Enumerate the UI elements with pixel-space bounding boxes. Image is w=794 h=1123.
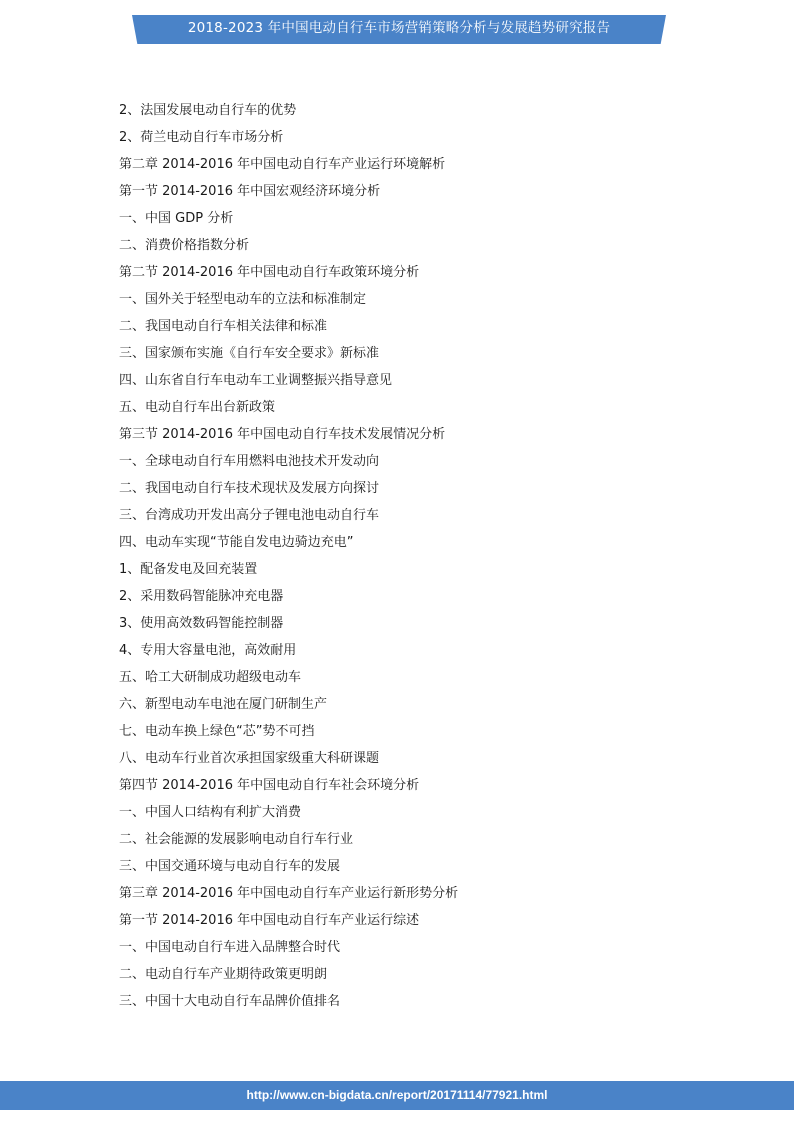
toc-section: 第一节 2014-2016 年中国电动自行车产业运行综述: [119, 913, 420, 928]
toc-item: 一、中国人口结构有利扩大消费: [119, 805, 302, 820]
toc-item: 四、电动车实现“节能自发电边骑边充电”: [119, 535, 354, 550]
toc-item: 二、我国电动自行车技术现状及发展方向探讨: [119, 481, 380, 496]
toc-item: 五、哈工大研制成功超级电动车: [119, 670, 302, 685]
toc-item: 一、中国 GDP 分析: [119, 211, 234, 226]
toc-section: 第四节 2014-2016 年中国电动自行车社会环境分析: [119, 778, 420, 793]
toc-item: 七、电动车换上绿色“芯”势不可挡: [119, 724, 315, 739]
toc-item: 三、台湾成功开发出高分子锂电池电动自行车: [119, 508, 380, 523]
toc-item: 1、配备发电及回充装置: [119, 562, 258, 577]
toc-item: 八、电动车行业首次承担国家级重大科研课题: [119, 751, 380, 766]
toc-item: 2、采用数码智能脉冲充电器: [119, 589, 284, 604]
toc-item: 五、电动自行车出台新政策: [119, 400, 276, 415]
toc-item: 2、法国发展电动自行车的优势: [119, 103, 297, 118]
toc-section: 第二节 2014-2016 年中国电动自行车政策环境分析: [119, 265, 420, 280]
report-title: 2018-2023 年中国电动自行车市场营销策略分析与发展趋势研究报告: [187, 20, 611, 36]
toc-item: 一、全球电动自行车用燃料电池技术开发动向: [119, 454, 380, 469]
toc-item: 三、中国十大电动自行车品牌价值排名: [119, 994, 341, 1009]
footer-url-link[interactable]: http://www.cn-bigdata.cn/report/20171114/77921.html: [246, 1088, 548, 1102]
toc-item: 三、国家颁布实施《自行车安全要求》新标准: [119, 346, 380, 361]
toc-item: 三、中国交通环境与电动自行车的发展: [119, 859, 341, 874]
toc-section: 第一节 2014-2016 年中国宏观经济环境分析: [119, 184, 381, 199]
toc-item: 一、国外关于轻型电动车的立法和标准制定: [119, 292, 367, 307]
toc-item: 二、电动自行车产业期待政策更明朗: [119, 967, 328, 982]
toc-section: 第三节 2014-2016 年中国电动自行车技术发展情况分析: [119, 427, 446, 442]
toc-item: 二、消费价格指数分析: [119, 238, 250, 253]
toc-item: 四、山东省自行车电动车工业调整振兴指导意见: [119, 373, 393, 388]
toc-item: 二、我国电动自行车相关法律和标准: [119, 319, 328, 334]
toc-chapter: 第二章 2014-2016 年中国电动自行车产业运行环境解析: [119, 157, 446, 172]
toc-item: 2、荷兰电动自行车市场分析: [119, 130, 284, 145]
toc-item: 一、中国电动自行车进入品牌整合时代: [119, 940, 341, 955]
toc-item: 4、专用大容量电池，高效耐用: [119, 643, 297, 658]
toc-item: 3、使用高效数码智能控制器: [119, 616, 284, 631]
toc-item: 二、社会能源的发展影响电动自行车行业: [119, 832, 354, 847]
table-of-contents: [119, 97, 719, 1015]
toc-item: 六、新型电动车电池在厦门研制生产: [119, 697, 328, 712]
toc-chapter: 第三章 2014-2016 年中国电动自行车产业运行新形势分析: [119, 886, 459, 901]
